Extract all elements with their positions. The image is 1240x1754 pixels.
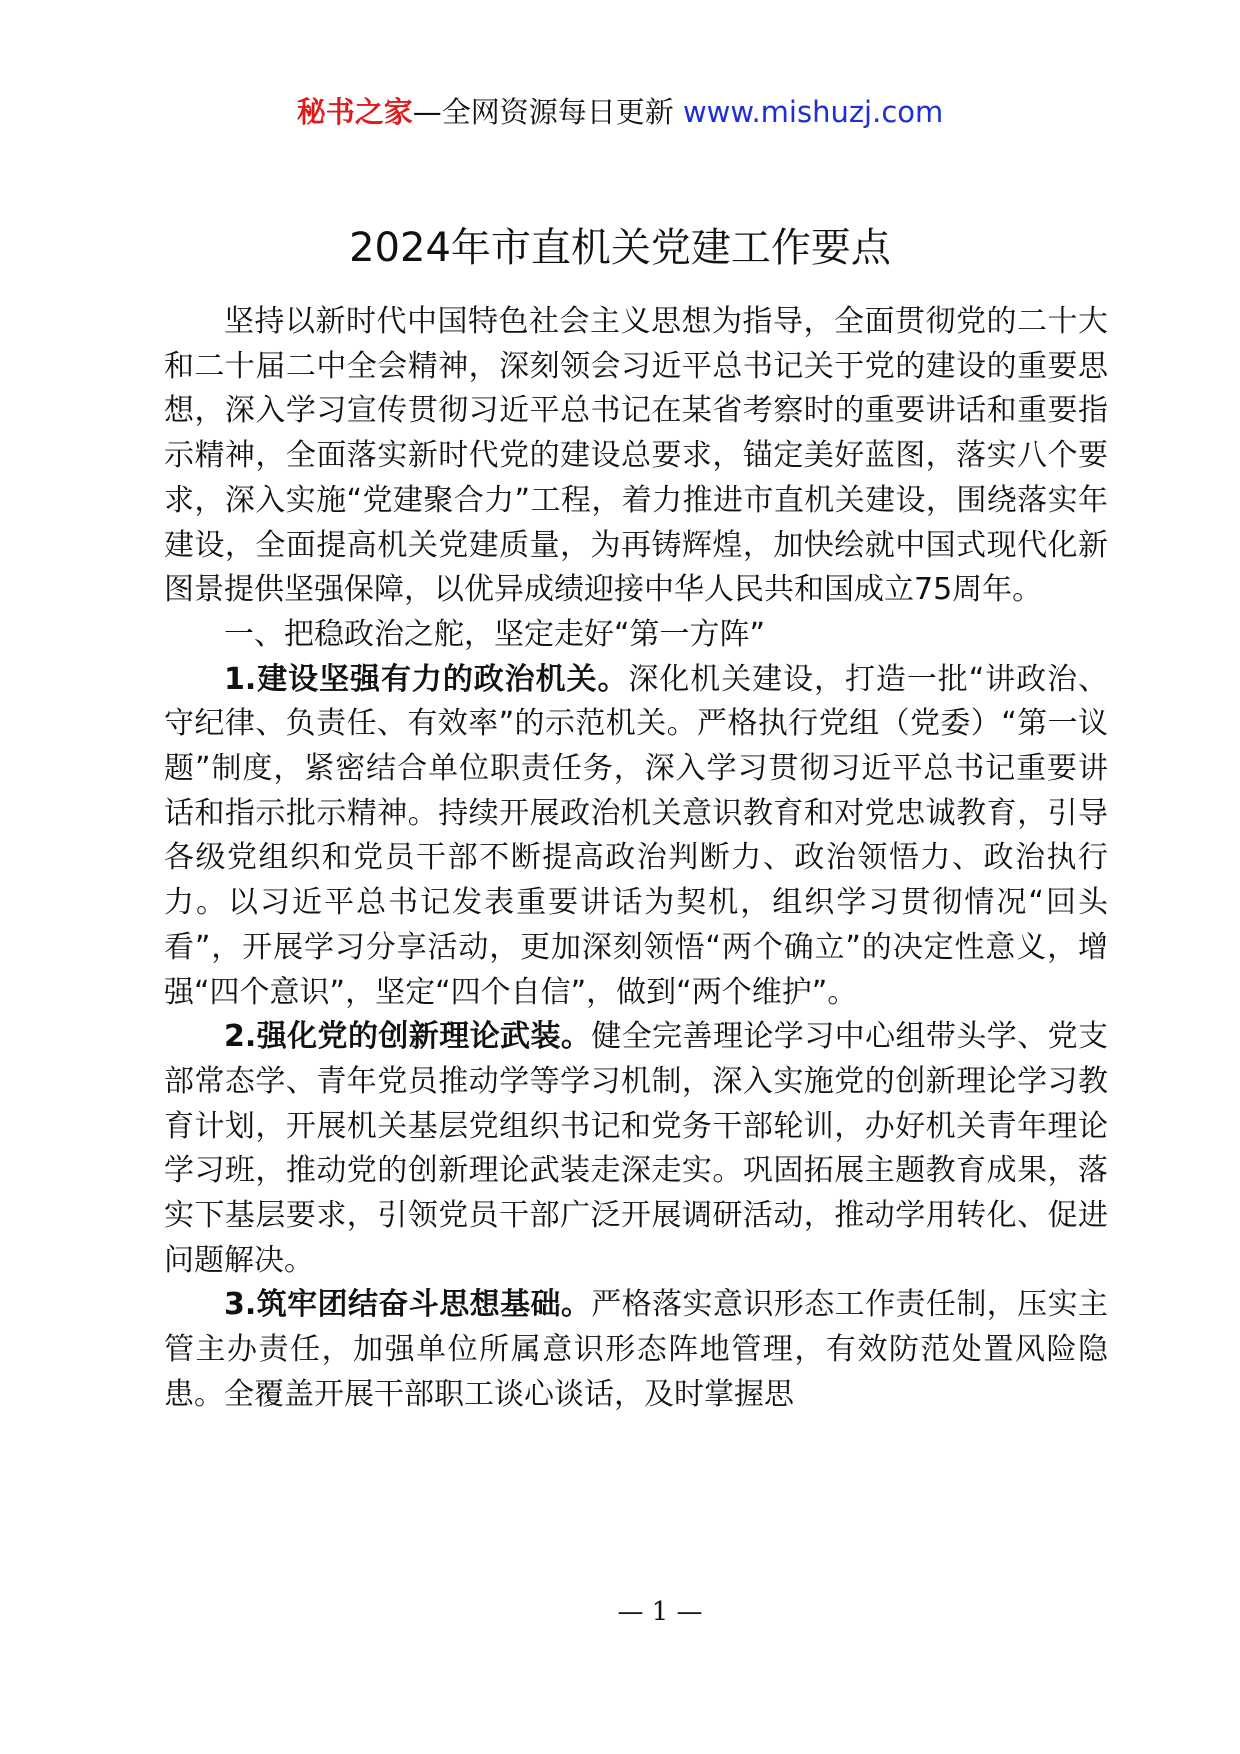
document-body <box>164 300 1108 1418</box>
item-paragraph-1 <box>164 658 1108 1016</box>
brand-tagline: —全网资源每日更新 <box>412 95 674 129</box>
item-lead-1: 1.建设坚强有力的政治机关。 <box>224 661 629 697</box>
document-title: 2024年市直机关党建工作要点 <box>349 225 891 271</box>
brand-name: 秘书之家 <box>296 95 413 129</box>
site-header-banner <box>0 92 1240 132</box>
intro-paragraph: 坚持以新时代中国特色社会主义思想为指导，全面贯彻党的二十大和二十届二中全会精神，深刻领会习近平总书记关于党的建设的重要思想，深入学习宣传贯彻习近平总书记在某省考察时的重要讲话和重要指示精神，全面落实新时代党的建设总要求，锚定美好蓝图，落实八个要求，深入实施“党建聚合力”工程，着力推进市直机关建设，围绕落实年建设，全面提高机关党建质量，为再铸辉煌，加快绘就中国式现代化新图景提供坚强保障，以优异成绩迎接中华人民共和国成立75周年。 <box>164 304 1108 608</box>
item-lead-2: 2.强化党的创新理论武装。 <box>224 1019 592 1055</box>
item-text-2: 健全完善理论学习中心组带头学、党支部常态学、青年党员推动学等学习机制，深入实施党的创新理论学习教育计划，开展机关基层党组织书记和党务干部轮训，办好机关青年理论学习班，推动党的创新理论武装走深走实。巩固拓展主题教育成果，落实下基层要求，引领党员干部广泛开展调研活动，推动学用转化、促进问题解决。 <box>164 1019 1108 1278</box>
item-text-3: 严格落实意识形态工作责任制，压实主管主办责任，加强单位所属意识形态阵地管理，有效防范处置风险隐患。全覆盖开展干部职工谈心谈话，及时掌握思 <box>164 1287 1108 1412</box>
page-number: — 1 — <box>617 1597 703 1627</box>
item-text-1: 深化机关建设，打造一批“讲政治、守纪律、负责任、有效率”的示范机关。严格执行党组（党委）“第一议题”制度，紧密结合单位职责任务，深入学习贯彻习近平总书记重要讲话和指示批示精神。持续开展政治机关意识教育和对党忠诚教育，引导各级党组织和党员干部不断提高政治判断力、政治领悟力、政治执行力。以习近平总书记发表重要讲话为契机，组织学习贯彻情况“回头看”，开展学习分享活动，更加深刻领悟“两个确立”的决定性意义，增强“四个意识”，坚定“四个自信”，做到“两个维护”。 <box>164 661 1108 1010</box>
item-paragraph-3 <box>164 1283 1108 1417</box>
item-lead-3: 3.筑牢团结奋斗思想基础。 <box>224 1287 592 1323</box>
site-url-link[interactable]: www.mishuzj.com <box>682 95 944 129</box>
section-heading-1: 一、把稳政治之舵，坚定走好“第一方阵” <box>224 616 766 652</box>
item-paragraph-2 <box>164 1015 1108 1283</box>
